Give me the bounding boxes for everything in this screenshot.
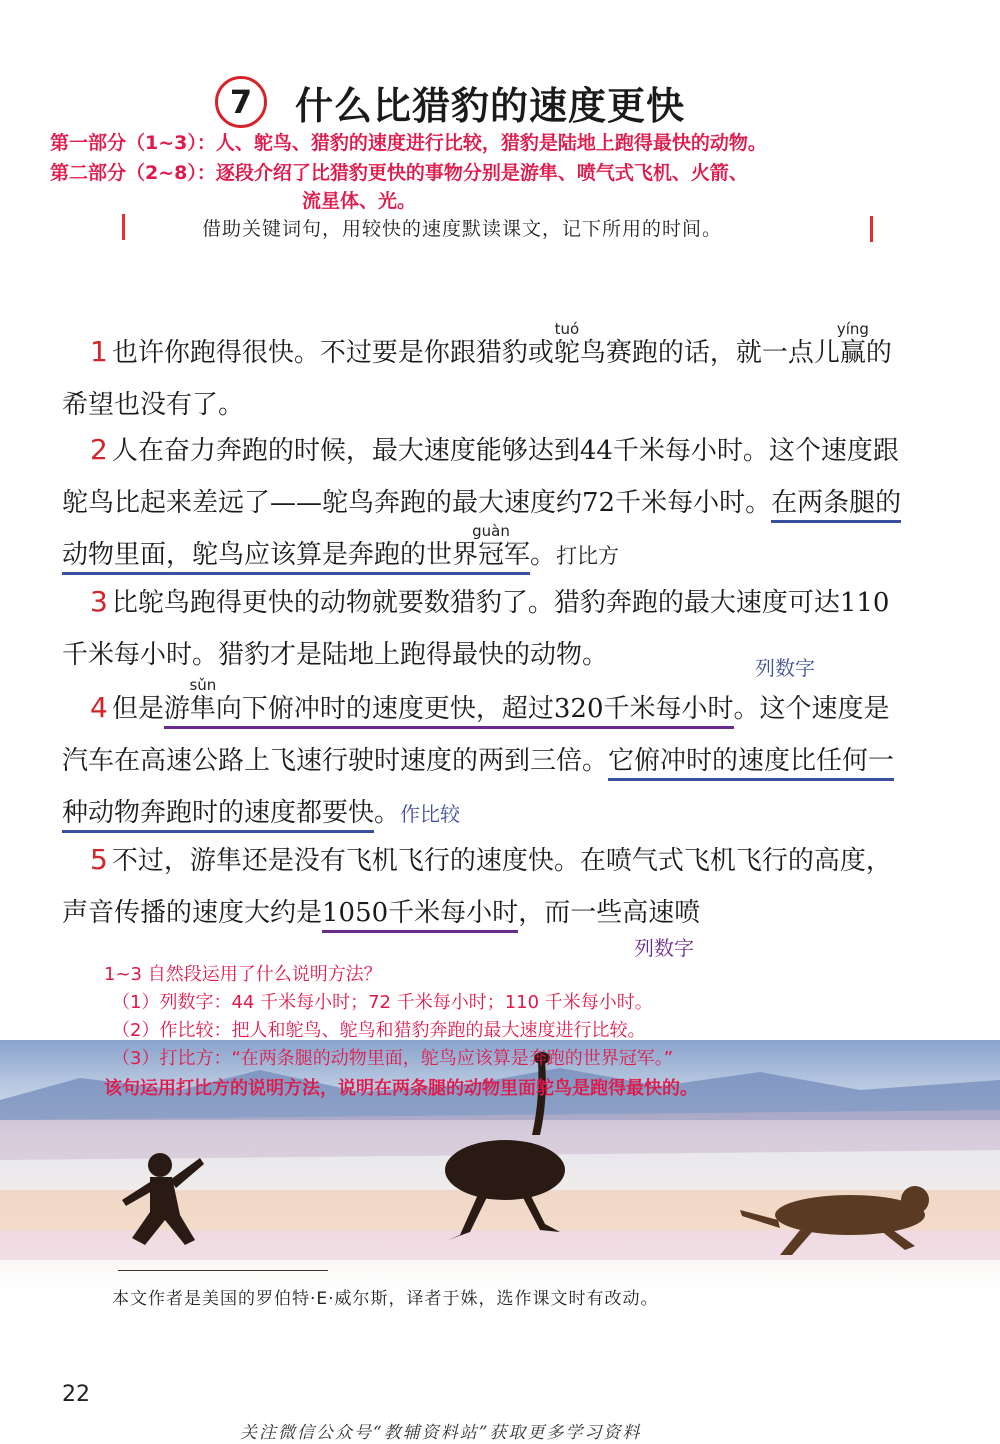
underlined-value: 1050千米每小时	[322, 898, 518, 933]
margin-note: 打比方	[556, 544, 620, 568]
note-part2-line2: 流星体、光。	[302, 190, 417, 212]
annotation-item-4: 该句运用打比方的说明方法，说明在两条腿的动物里面鸵鸟是跑得最快的。	[104, 1078, 698, 1099]
paragraph-2: 2 人在奋力奔跑的时候，最大速度能够达到44千米每小时。这个速度跟鸵鸟比起来差远了——鸵鸟奔跑的最大速度约72千米每小时。在两条腿的动物里面，鸵鸟应该算是奔跑的世界冠guàn军。打比方	[62, 424, 902, 582]
paragraph-number: 2	[90, 433, 108, 466]
annotation-item-1: （1）列数字：44 千米每小时；72 千米每小时；110 千米每小时。	[112, 992, 653, 1013]
pinyin-word: 赢yíng	[836, 320, 869, 368]
paragraph-text: 比鸵鸟跑得更快的动物就要数猎豹了。猎豹奔跑的最大速度可达110千米每小时。猎豹才是陆地上跑得最快的动物。	[62, 588, 890, 670]
annotation-question: 1~3 自然段运用了什么说明方法？	[104, 964, 382, 985]
paragraph-number: 1	[90, 335, 108, 368]
reading-instruction: 借助关键词句，用较快的速度默读课文，记下所用的时间。	[202, 218, 723, 240]
pinyin-word: 鸵tuó	[553, 320, 580, 368]
paragraph-5: 5 不过，游隼还是没有飞机飞行的速度快。在喷气式飞机飞行的高度，声音传播的速度大约是1050千米每小时，而一些高速喷	[62, 834, 902, 939]
underlined-sentence: 它俯冲时的速度比任何一种动物奔跑时的速度都要快	[62, 746, 894, 833]
footer-watermark: 关注微信公众号“教辅资料站”获取更多学习资料	[240, 1423, 642, 1443]
paragraph-text: 的希望也没有了。	[62, 338, 892, 420]
lesson-header	[215, 72, 685, 132]
source-caption: 本文作者是美国的罗伯特·E·威尔斯，译者于姝，选作课文时有改动。	[112, 1289, 659, 1309]
paragraph-text: 也许你跑得很快。不过要是你跟猎豹或	[111, 338, 554, 368]
paragraph-text: 鸟赛跑的话，就一点儿	[579, 338, 840, 368]
margin-note: 作比较	[400, 802, 461, 826]
paragraph-text: 人在奋力奔跑的时候，最大速度能够达到44千米每小时。这个速度跟鸵鸟比起来差远了——鸵鸟奔跑的最大速度约72千米每小时。	[62, 436, 899, 518]
underlined-sentence: 在两条腿的动物里面，鸵鸟应该算是奔跑的世界冠guàn军	[62, 488, 901, 575]
instruction-bar-left	[122, 214, 125, 240]
caption-rule	[118, 1270, 328, 1271]
paragraph-1	[62, 322, 902, 431]
lesson-number-badge: 7	[215, 76, 267, 128]
page-number: 22	[62, 1382, 90, 1407]
note-part2-line1: 第二部分（2~8）：逐段介绍了比猎豹更快的事物分别是游隼、喷气式飞机、火箭、	[50, 162, 748, 184]
instruction-bar-right	[870, 216, 873, 242]
underlined-sentence: 游隼sǔn向下俯冲时的速度更快，超过320千米每小时	[164, 694, 734, 729]
paragraph-number: 4	[90, 691, 108, 724]
lesson-title: 什么比猎豹的速度更快	[295, 83, 686, 128]
annotation-item-3: （3）打比方：“在两条腿的动物里面，鸵鸟应该算是奔跑的世界冠军。”	[112, 1048, 674, 1069]
annotation-item-2: （2）作比较：把人和鸵鸟、鸵鸟和猎豹奔跑的最大速度进行比较。	[112, 1020, 646, 1041]
margin-note-list-numbers: 列数字	[755, 656, 815, 680]
paragraph-number: 5	[90, 843, 108, 876]
note-part1: 第一部分（1~3）：人、鸵鸟、猎豹的速度进行比较，猎豹是陆地上跑得最快的动物。	[50, 132, 767, 154]
paragraph-number: 3	[90, 585, 108, 618]
paragraph-4: 4 但是游隼sǔn向下俯冲时的速度更快，超过320千米每小时。这个速度是汽车在高速公路上飞速行驶时速度的两到三倍。它俯冲时的速度比任何一种动物奔跑时的速度都要快。作比较	[62, 678, 902, 840]
margin-note-list-numbers: 列数字	[634, 936, 694, 960]
